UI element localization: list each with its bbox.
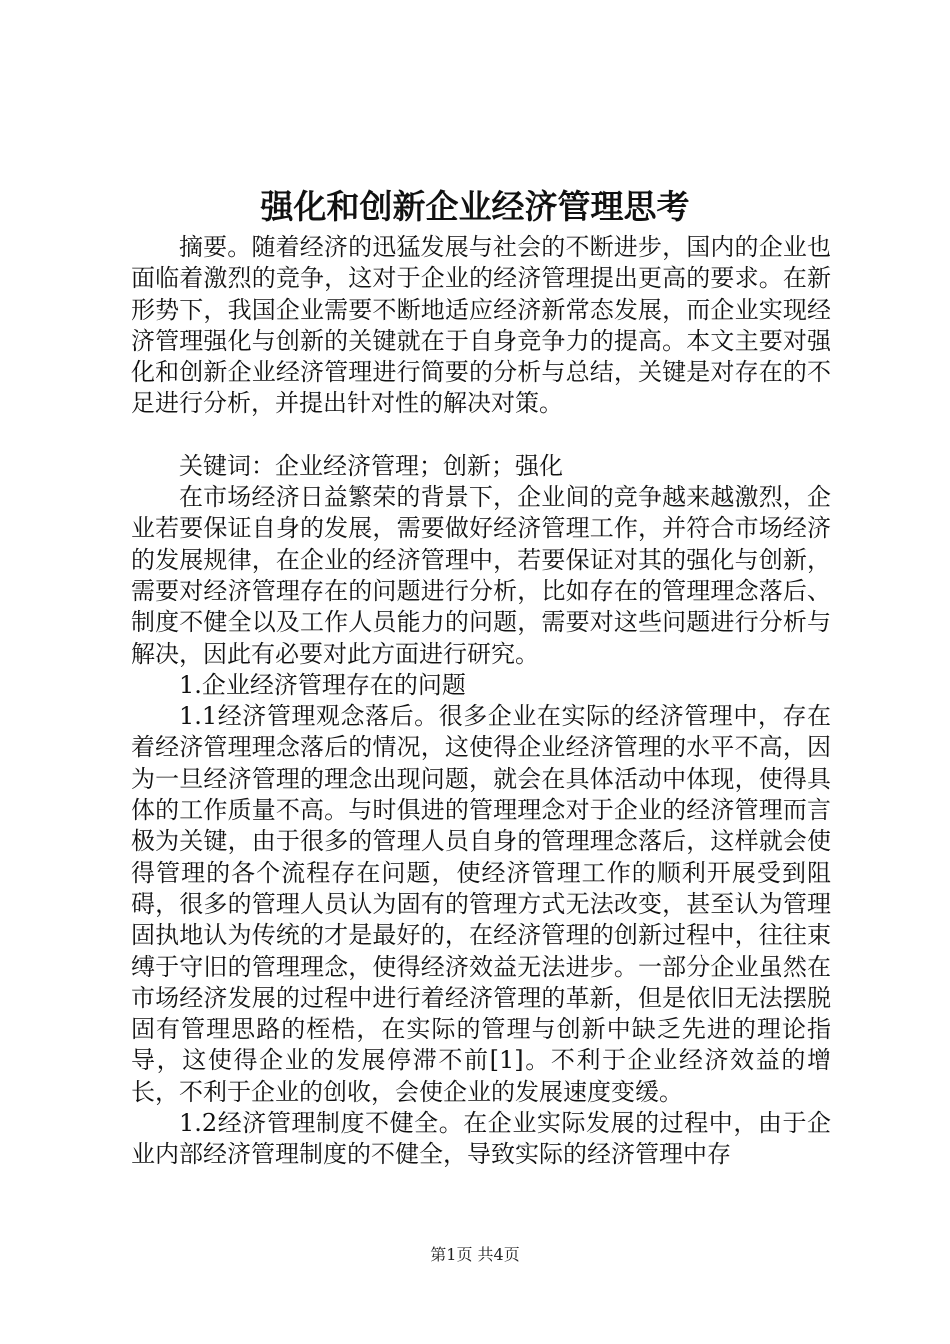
- intro-paragraph: 在市场经济日益繁荣的背景下，企业间的竞争越来越激烈，企业若要保证自身的发展，需要做好经济管理工作，并符合市场经济的发展规律，在企业的经济管理中，若要保证对其的强化与创新，需要对经济管理存在的问题进行分析，比如存在的管理理念落后、制度不健全以及工作人员能力的问题，需要对这些问题进行分析与解决，因此有必要对此方面进行研究。: [131, 483, 831, 668]
- section-1-1-paragraph: 1.1经济管理观念落后。很多企业在实际的经济管理中，存在着经济管理理念落后的情况，这使得企业经济管理的水平不高，因为一旦经济管理的理念出现问题，就会在具体活动中体现，使得具体的工作质量不高。与时俱进的管理理念对于企业的经济管理而言极为关键，由于很多的管理人员自身的管理理念落后，这样就会使得管理的各个流程存在问题，使经济管理工作的顺利开展受到阻碍，很多的管理人员认为固有的管理方式无法改变，甚至认为管理固执地认为传统的才是最好的，在经济管理的创新过程中，往往束缚于守旧的管理理念，使得经济效益无法进步。一部分企业虽然在市场经济发展的过程中进行着经济管理的革新，但是依旧无法摆脱固有管理思路的桎梏，在实际的管理与创新中缺乏先进的理论指导，这使得企业的发展停滞不前[1]。不利于企业经济效益的增长，不利于企业的创收，会使企业的发展速度变缓。: [131, 702, 831, 1106]
- document-body: [131, 232, 831, 1171]
- section-1-2-paragraph: 1.2经济管理制度不健全。在企业实际发展的过程中，由于企业内部经济管理制度的不健全，导致实际的经济管理中存: [131, 1109, 831, 1169]
- document-title: 强化和创新企业经济管理思考: [260, 187, 690, 226]
- abstract-paragraph: 摘要。随着经济的迅猛发展与社会的不断进步，国内的企业也面临着激烈的竞争，这对于企业的经济管理提出更高的要求。在新形势下，我国企业需要不断地适应经济新常态发展，而企业实现经济管理强化与创新的关键就在于自身竞争力的提高。本文主要对强化和创新企业经济管理进行简要的分析与总结，关键是对存在的不足进行分析，并提出针对性的解决对策。: [131, 233, 831, 418]
- section-heading-1: 1.企业经济管理存在的问题: [179, 670, 466, 699]
- page-footer: 第1页 共4页: [430, 1245, 520, 1264]
- keywords-line: 关键词：企业经济管理；创新；强化: [179, 451, 563, 480]
